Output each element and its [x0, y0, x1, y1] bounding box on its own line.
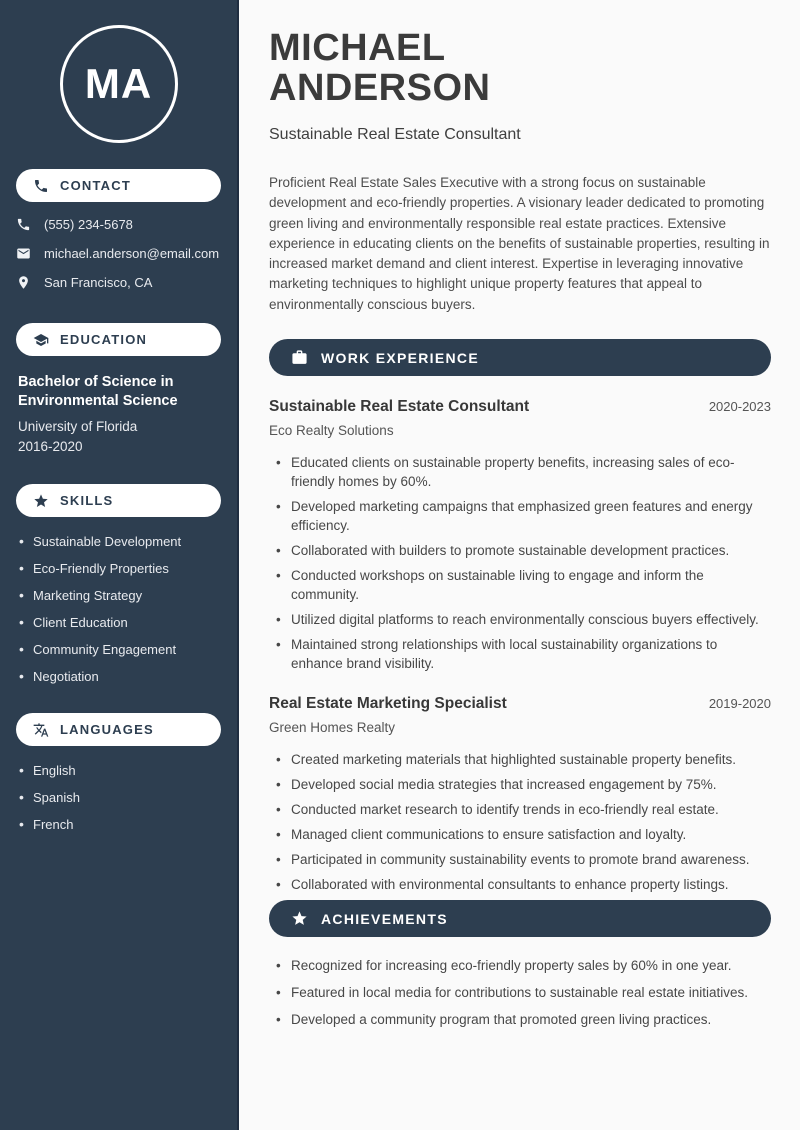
education-entry — [16, 373, 221, 454]
job-dates: 2019-2020 — [708, 696, 771, 712]
contact-section-header — [16, 169, 221, 202]
avatar — [60, 25, 178, 143]
contact-list — [16, 210, 221, 297]
skill-item: • Eco-Friendly Properties — [16, 555, 221, 582]
mail-icon — [16, 246, 31, 261]
phone-number: (555) 234-5678 — [44, 217, 133, 232]
skills-section-title: SKILLS — [60, 493, 114, 508]
last-name: ANDERSON — [269, 67, 491, 109]
skills-section-header — [16, 484, 221, 517]
job-bullet: • Conducted market research to identify trends in eco-friendly real estate. — [269, 800, 771, 819]
location-text: San Francisco, CA — [44, 275, 153, 290]
work-experience-title: WORK EXPERIENCE — [321, 349, 479, 366]
skill-item: • Sustainable Development — [16, 528, 221, 555]
skill-item: • Negotiation — [16, 663, 221, 690]
skills-list — [16, 528, 221, 690]
phone-icon — [16, 217, 31, 232]
job-bullet-list — [269, 453, 771, 673]
job-bullet-list — [269, 750, 771, 894]
achievements-list — [269, 956, 771, 1029]
contact-location-row — [16, 268, 221, 297]
job-title: Sustainable Real Estate Consultant — [269, 398, 530, 416]
education-section-header — [16, 323, 221, 356]
contact-phone-row — [16, 210, 221, 239]
email-address: michael.anderson@email.com — [44, 246, 220, 261]
education-degree: Bachelor of Science in Environmental Science — [18, 374, 178, 409]
job-bullet: • Created marketing materials that highlighted sustainable property benefits. — [269, 750, 771, 769]
translate-icon — [33, 722, 49, 738]
work-experience-section-header — [269, 339, 771, 376]
education-school: University of Florida — [18, 419, 138, 434]
languages-list — [16, 757, 221, 838]
job-title: Real Estate Marketing Specialist — [269, 695, 507, 713]
skill-item: • Marketing Strategy — [16, 582, 221, 609]
languages-section-header — [16, 713, 221, 746]
job-entry — [269, 695, 771, 894]
job-bullet: • Educated clients on sustainable property benefits, increasing sales of eco-friendly homes by 60%. — [269, 453, 771, 491]
contact-section-title: CONTACT — [60, 178, 131, 193]
first-name: MICHAEL — [269, 27, 446, 69]
job-bullet: • Maintained strong relationships with local sustainability organizations to enhance brand visibility. — [269, 635, 771, 673]
phone-icon — [33, 178, 49, 194]
education-years: 2016-2020 — [18, 439, 83, 454]
contact-email-row — [16, 239, 221, 268]
job-header — [269, 695, 771, 713]
job-header — [269, 398, 771, 416]
graduation-cap-icon — [33, 332, 49, 348]
skill-item: • Client Education — [16, 609, 221, 636]
education-section-title: EDUCATION — [60, 332, 148, 347]
star-icon — [33, 493, 49, 509]
job-bullet: • Participated in community sustainability events to promote brand awareness. — [269, 850, 771, 869]
job-bullet: • Developed social media strategies that increased engagement by 75%. — [269, 775, 771, 794]
location-pin-icon — [16, 275, 31, 290]
job-bullet: • Collaborated with environmental consultants to enhance property listings. — [269, 875, 771, 894]
job-bullet: • Conducted workshops on sustainable living to engage and inform the community. — [269, 566, 771, 604]
job-bullet: • Utilized digital platforms to reach environmentally conscious buyers effectively. — [269, 610, 771, 629]
achievements-title: ACHIEVEMENTS — [321, 910, 448, 927]
person-name — [269, 28, 771, 108]
achievement-item: • Featured in local media for contributions to sustainable real estate initiatives. — [269, 983, 771, 1002]
job-bullet: • Managed client communications to ensure satisfaction and loyalty. — [269, 825, 771, 844]
job-entry — [269, 398, 771, 673]
job-bullet: • Collaborated with builders to promote sustainable development practices. — [269, 541, 771, 560]
resume-main — [239, 0, 800, 1130]
job-company: Eco Realty Solutions — [269, 423, 394, 439]
languages-section-title: LANGUAGES — [60, 722, 154, 737]
sidebar — [0, 0, 239, 1130]
job-bullet: • Developed marketing campaigns that emphasized green features and energy efficiency. — [269, 497, 771, 535]
skill-item: • Community Engagement — [16, 636, 221, 663]
achievement-item: • Recognized for increasing eco-friendly property sales by 60% in one year. — [269, 956, 771, 975]
avatar-initials: MA — [84, 60, 153, 107]
language-item: • French — [16, 811, 221, 838]
language-item: • English — [16, 757, 221, 784]
star-icon — [291, 910, 308, 927]
briefcase-icon — [291, 349, 308, 366]
achievement-item: • Developed a community program that promoted green living practices. — [269, 1010, 771, 1029]
professional-summary: Proficient Real Estate Sales Executive with a strong focus on sustainable development and eco-friendly properties. A visionary leader dedicated to promoting green living and environmentally responsible real estate practices. Extensive experience in educating clients on the benefits of sustainable properties, resulting in increased market demand and client interest. Expertise in leveraging innovative marketing techniques to highlight unique property features that appeal to environmentally conscious buyers. — [269, 175, 770, 312]
language-item: • Spanish — [16, 784, 221, 811]
job-dates: 2020-2023 — [708, 399, 771, 415]
headline-job-title: Sustainable Real Estate Consultant — [269, 126, 521, 143]
achievements-section-header — [269, 900, 771, 937]
job-company: Green Homes Realty — [269, 720, 396, 736]
